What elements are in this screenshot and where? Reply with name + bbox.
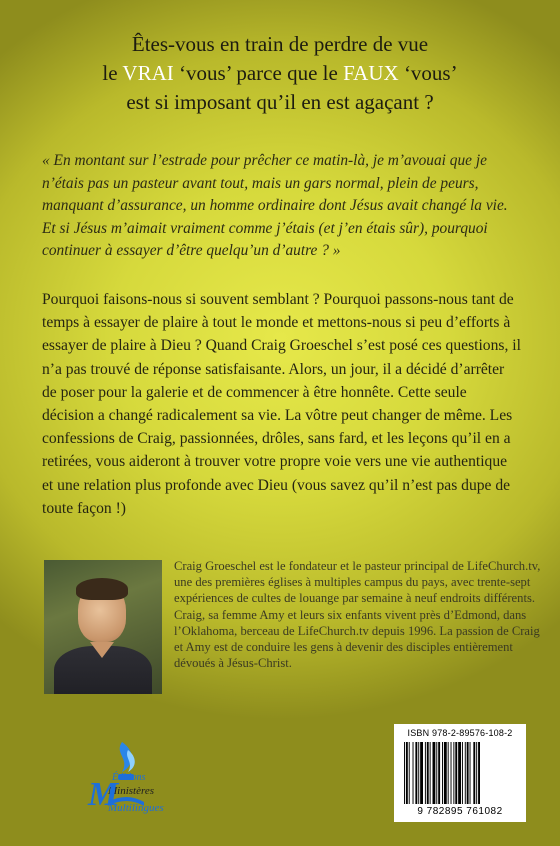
headline-line-2 — [40, 59, 520, 88]
publisher-name-line-2: Ministères — [108, 785, 155, 797]
headline-line-1: Êtes-vous en train de perdre de vue — [131, 32, 429, 56]
headline-line-2-pre: le — [102, 61, 123, 85]
publisher-logo — [78, 736, 178, 824]
author-bio: Craig Groeschel est le fondateur et le pasteur principal de LifeChurch.tv, une des premières églises à multiples campus du pays, avec trente-sept expériences de cultes de louange par semaine à neuf endroits différents. Craig, sa femme Amy et leurs six enfants vivent près d’Edmond, dans l’Oklahoma, berceau de LifeChurch.tv depuis 1996. La passion de Craig et Amy est de conduire les gens à devenir des disciples entièrement dévoués à Jésus-Christ. — [174, 559, 541, 671]
headline-line-2-post: ‘vous’ — [398, 61, 458, 85]
publisher-name-line-1: Éditions — [112, 772, 146, 783]
pull-quote: « En montant sur l’estrade pour prêcher ce matin-là, je m’avouai que je n’étais pas un pasteur avant tout, mais un gars normal, plein de peurs, manquant d’assurance, un homme ordinaire dont Jésus avait changé la vie. Et si Jésus m’aimait vraiment comme j’étais (et j’en étais sûr), pourquoi continuer à essayer d’être quelqu’un d’autre ? » — [42, 152, 508, 259]
author-photo — [44, 560, 162, 694]
headline-vrai: VRAI — [122, 61, 174, 85]
headline-line-3: est si imposant qu’il en est agaçant ? — [126, 90, 434, 114]
barcode — [402, 742, 518, 804]
headline-faux: FAUX — [343, 61, 399, 85]
publisher-initial-m: M — [88, 776, 119, 813]
headline-line-2-mid: ‘vous’ parce que le — [173, 61, 344, 85]
headline — [40, 30, 520, 117]
isbn-barcode-block — [394, 724, 526, 822]
publisher-name-line-3: Multilingues — [108, 802, 164, 814]
barcode-number: 9 782895 761082 — [417, 806, 503, 817]
blurb-paragraph: Pourquoi faisons-nous si souvent semblant ? Pourquoi passons-nous tant de temps à essayer de plaire à tout le monde et mettons-nous si peu d’efforts à essayer de plaire à Dieu ? Quand Craig Groeschel s’est posé ces questions, il n’a pas trouvé de réponse satisfaisante. Alors, un jour, il a décidé d’arrêter de poser pour la galerie et de commencer à être honnête. Cette seule décision a changé radicalement sa vie. La vôtre peut changer de même. Les confessions de Craig, passionnées, drôles, sans fard, et les leçons qu’il en a retirées, vous aideront à trouver votre propre voie vers une vie authentique et une relation plus profonde avec Dieu (vous savez qu’il n’est pas dupe de toute façon !) — [42, 291, 521, 517]
isbn-label: ISBN 978-2-89576-108-2 — [407, 728, 513, 738]
